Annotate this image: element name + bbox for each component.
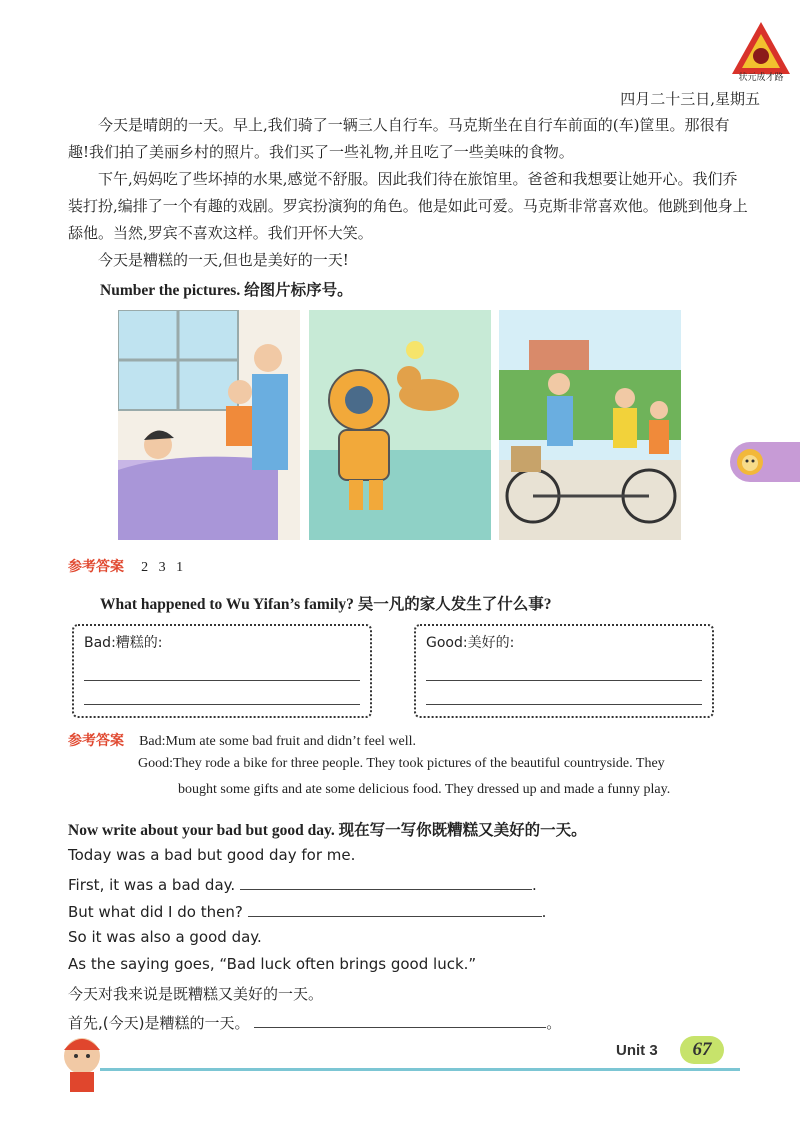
bad-box-line-1 xyxy=(84,680,360,681)
story-paragraph-2: 下午,妈妈吃了些坏掉的水果,感觉不舒服。因此我们待在旅馆里。爸爸和我想要让她开心。我们乔装打扮,编排了一个有趣的戏剧。罗宾扮演狗的角色。他是如此可爱。马克斯非常喜欢他。他跳到他身上舔他。当然,罗宾不喜欢这样。我们开怀大笑。 xyxy=(68,170,748,242)
story-paragraph-1: 今天是晴朗的一天。早上,我们骑了一辆三人自行车。马克斯坐在自行车前面的(车)筐里。那很有趣!我们拍了美丽乡村的照片。我们买了一些礼物,并且吃了一些美味的食物。 xyxy=(68,116,730,161)
good-box-line-1 xyxy=(426,680,702,681)
lion-face-icon xyxy=(736,448,764,476)
diary-date: 四月二十三日,星期五 xyxy=(620,90,760,108)
bad-box[interactable] xyxy=(72,624,372,718)
writing-line-6: 今天对我来说是既糟糕又美好的一天。 xyxy=(68,985,324,1003)
picture-mum-in-bed xyxy=(118,310,300,540)
logo-text: 状元成才路 xyxy=(738,73,784,83)
answer-label: 参考答案 xyxy=(68,733,124,749)
period: . xyxy=(541,903,547,921)
story-text xyxy=(68,112,748,274)
writing-line-3 xyxy=(68,900,546,921)
answer-good-line-2: bought some gifts and ate some delicious food. They dressed up and made a funny play. xyxy=(178,782,671,797)
writing-line-1: Today was a bad but good day for me. xyxy=(68,846,356,864)
story-paragraph-3: 今天是糟糕的一天,但也是美好的一天! xyxy=(98,251,349,269)
blank-line-then[interactable] xyxy=(248,900,542,917)
task2-answer-bad xyxy=(68,730,416,750)
blank-line-first[interactable] xyxy=(240,873,532,890)
page-number: 67 xyxy=(680,1036,724,1064)
footer-line xyxy=(100,1068,740,1071)
good-box[interactable] xyxy=(414,624,714,718)
picture-robot-and-dog xyxy=(309,310,491,540)
writing-line-5: As the saying goes, “Bad luck often brings good luck.” xyxy=(68,955,477,973)
write-about-heading: Now write about your bad but good day. 现在写一写你既糟糕又美好的一天。 xyxy=(68,822,587,839)
mascot-icon xyxy=(54,1032,110,1094)
writing-line-3-text: But what did I do then? xyxy=(68,903,243,921)
bad-box-label: Bad:糟糕的: xyxy=(84,635,163,651)
answer-bad-text: Bad:Mum ate some bad fruit and didn’t feel well. xyxy=(139,734,417,749)
good-box-label: Good:美好的: xyxy=(426,635,515,651)
writing-line-4: So it was also a good day. xyxy=(68,928,262,946)
writing-line-2-text: First, it was a bad day. xyxy=(68,876,236,894)
blank-line-chinese[interactable] xyxy=(254,1011,546,1028)
writing-line-7-text: 首先,(今天)是糟糕的一天。 xyxy=(68,1014,250,1032)
answer-text: 2 3 1 xyxy=(141,560,184,575)
unit-label: Unit 3 xyxy=(616,1042,658,1059)
writing-line-2 xyxy=(68,873,537,894)
good-box-line-2 xyxy=(426,704,702,705)
side-tab xyxy=(730,442,800,482)
period: . xyxy=(531,876,537,894)
writing-line-7: 首先,(今天)是糟糕的一天。 。 xyxy=(68,1011,561,1033)
answer-label: 参考答案 xyxy=(68,559,124,575)
number-pictures-heading: Number the pictures. 给图片标序号。 xyxy=(100,282,353,299)
task1-answer xyxy=(68,556,183,576)
bad-box-line-2 xyxy=(84,704,360,705)
answer-good-line-1: Good:They rode a bike for three people. They took pictures of the beautiful countryside. They xyxy=(138,756,665,771)
picture-family-on-bike xyxy=(499,310,681,540)
what-happened-heading: What happened to Wu Yifan’s family? 吴一凡的家人发生了什么事? xyxy=(100,596,552,613)
